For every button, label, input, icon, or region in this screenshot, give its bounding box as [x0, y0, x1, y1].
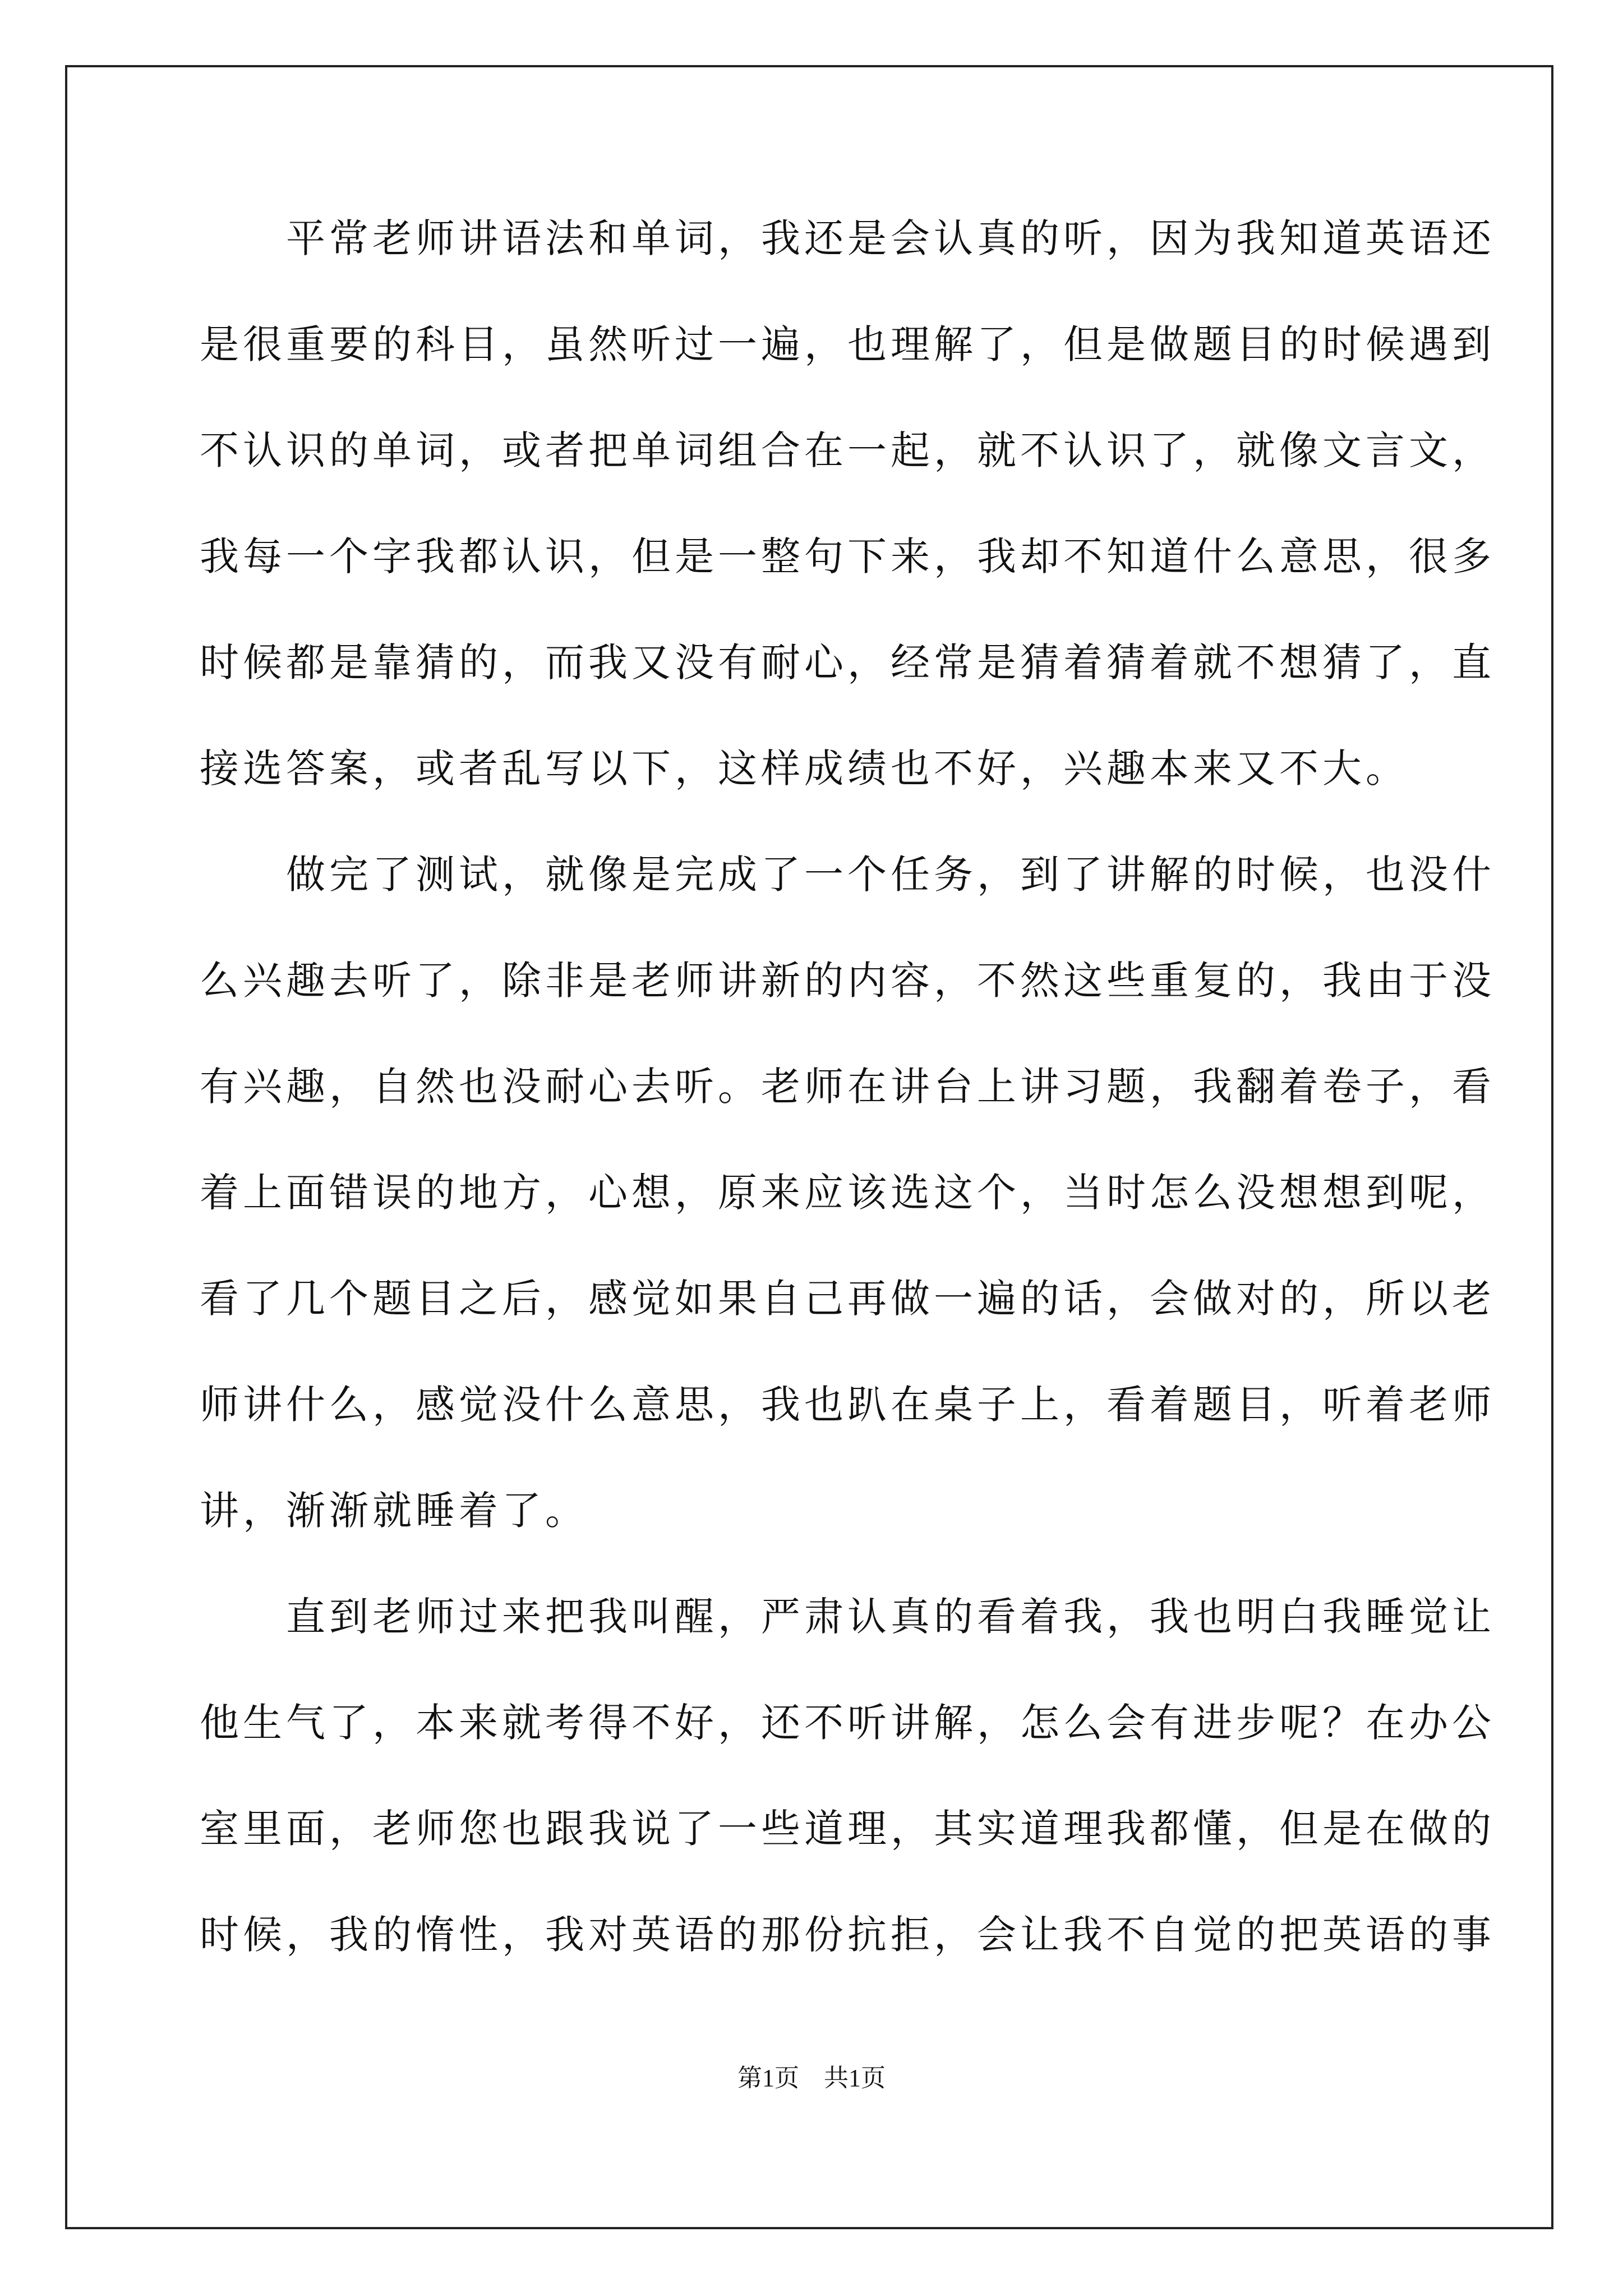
text-line: 师讲什么，感觉没什么意思，我也趴在桌子上，看着题目，听着老师: [200, 1382, 1495, 1428]
text-line: 么兴趣去听了，除非是老师讲新的内容，不然这些重复的，我由于没: [200, 958, 1495, 1004]
paragraph-2: [200, 852, 1495, 1597]
text-line: 直到老师过来把我叫醒，严肃认真的看着我，我也明白我睡觉让: [200, 1594, 1495, 1640]
text-line: 室里面，老师您也跟我说了一些道理，其实道理我都懂，但是在做的: [200, 1806, 1495, 1852]
text-line: 着上面错误的地方，心想，原来应该选这个，当时怎么没想想到呢，: [200, 1170, 1495, 1216]
text-line: 讲，渐渐就睡着了。: [200, 1488, 588, 1534]
text-line: 看了几个题目之后，感觉如果自己再做一遍的话，会做对的，所以老: [200, 1276, 1495, 1322]
text-line: 我每一个字我都认识，但是一整句下来，我却不知道什么意思，很多: [200, 533, 1495, 579]
text-line: 接选答案，或者乱写以下，这样成绩也不好，兴趣本来又不大。: [200, 746, 1409, 792]
paragraph-3: [200, 1594, 1495, 2021]
text-line: 做完了测试，就像是完成了一个任务，到了讲解的时候，也没什: [200, 852, 1495, 898]
text-line: 是很重要的科目，虽然听过一遍，也理解了，但是做题目的时候遇到: [200, 321, 1495, 367]
text-line: 有兴趣，自然也没耐心去听。老师在讲台上讲习题，我翻着卷子，看: [200, 1064, 1495, 1110]
text-line: 时候，我的惰性，我对英语的那份抗拒，会让我不自觉的把英语的事: [200, 1912, 1495, 1958]
text-line: 不认识的单词，或者把单词组合在一起，就不认识了，就像文言文，: [200, 427, 1495, 473]
text-line: 时候都是靠猜的，而我又没有耐心，经常是猜着猜着就不想猜了，直: [200, 639, 1495, 685]
page-footer: [0, 2066, 1623, 2091]
text-line: 平常老师讲语法和单词，我还是会认真的听，因为我知道英语还: [200, 215, 1495, 261]
text-line: 他生气了，本来就考得不好，还不听讲解，怎么会有进步呢？在办公: [200, 1700, 1495, 1746]
paragraph-1: [200, 215, 1495, 855]
document-body: [200, 215, 1495, 2021]
page-number: 第1页 共1页: [737, 2064, 886, 2092]
